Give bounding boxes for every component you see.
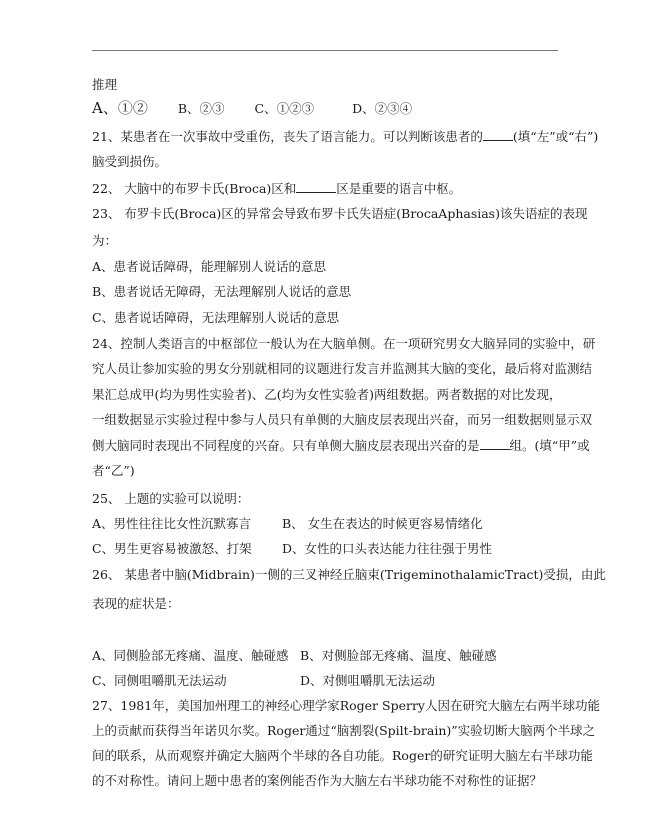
q24-line4: 一组数据显示实验过程中参与人员只有单侧的大脑皮层表现出兴奋，而另一组数据则显示双 — [92, 412, 593, 427]
q25-options-row1 — [92, 516, 562, 532]
q23-line2: 为： — [92, 233, 118, 248]
continued-text: 推理 — [92, 77, 118, 92]
q26-option-c: C、同侧咀嚼肌无法运动 — [92, 673, 227, 688]
q22-line — [92, 180, 461, 197]
q26-option-d: D、对侧咀嚼肌无法运动 — [300, 673, 436, 688]
q26-options-row1 — [92, 648, 562, 664]
q27-line2: 上的贡献而获得当年诺贝尔奖。Roger通过“脑割裂(Spilt-brain)”实验切断大脑两个半球之 — [92, 723, 596, 738]
q27-line4: 的不对称性。请问上题中患者的案例能否作为大脑左右半球功能不对称性的证据？ — [92, 773, 543, 788]
q22-blank[interactable] — [296, 180, 336, 193]
q24-line1: 24、控制人类语言的中枢部位一般认为在大脑单侧。在一项研究男女大脑异同的实验中，研 — [92, 336, 596, 351]
q21-line1 — [92, 128, 598, 145]
q23-option-b: B、患者说话无障碍，无法理解别人说话的意思 — [92, 284, 352, 299]
q21-hint: (填“左”或“右”) — [512, 129, 599, 144]
option-b: B、②③ — [177, 101, 225, 116]
q27-line3: 间的联系，从而观察并确定大脑两个半球的各自功能。Roger的研究证明大脑左右半球功能 — [92, 748, 593, 763]
q23-option-a: A、患者说话障碍，能理解别人说话的意思 — [92, 259, 327, 274]
q26-option-b: B、对侧脸部无疼痛、温度、触碰感 — [300, 648, 497, 663]
q22-text: 22、 大脑中的布罗卡氏(Broca)区和 — [92, 181, 297, 196]
q25-option-c: C、男生更容易被激怒、打架 — [92, 541, 252, 556]
q26-options-row2 — [92, 673, 562, 689]
q26-option-a: A、同侧脸部无疼痛、温度、触碰感 — [92, 648, 289, 663]
q24-hint: 组。(填“甲”或 — [509, 438, 590, 453]
q23-option-c: C、患者说话障碍，无法理解别人说话的意思 — [92, 310, 340, 325]
header-rule — [92, 50, 558, 51]
q24-line6: 者“乙”) — [92, 463, 135, 478]
q25-option-b: B、 女生在表达的时候更容易情绪化 — [282, 516, 483, 531]
q25-option-a: A、男性往往比女性沉默寡言 — [92, 516, 252, 531]
q21-text: 21、某患者在一次事故中受重伤，丧失了语言能力。可以判断该患者的 — [92, 129, 483, 144]
q25-option-d: D、女性的口头表达能力往往强于男性 — [282, 541, 493, 556]
option-d: D、②③④ — [352, 101, 413, 116]
q22-text-end: 区是重要的语言中枢。 — [336, 181, 462, 196]
q24-line2: 究人员让参加实验的男女分别就相同的议题进行发言并监测其大脑的变化，最后将对监测结 — [92, 361, 593, 376]
q21-line2: 脑受到损伤。 — [92, 154, 168, 169]
q26-line2: 表现的症状是： — [92, 596, 180, 611]
options-line — [92, 100, 412, 117]
q25-stem: 25、 上题的实验可以说明： — [92, 491, 250, 506]
q26-line1: 26、 某患者中脑(Midbrain)一侧的三叉神经丘脑束(TrigeminothalamicTract)受损，由此 — [92, 567, 606, 582]
q24-text: 侧大脑同时表现出不同程度的兴奋。只有单侧大脑皮层表现出兴奋的是 — [92, 438, 480, 453]
q24-blank[interactable] — [480, 437, 510, 450]
q27-line1: 27、1981年，美国加州理工的神经心理学家Roger Sperry人因在研究大脑左右两半球功能 — [92, 698, 600, 713]
option-a: A、①② — [92, 99, 148, 117]
option-c: C、①②③ — [254, 101, 315, 116]
q21-blank[interactable] — [483, 128, 513, 141]
q25-options-row2 — [92, 541, 562, 557]
q23-line1: 23、 布罗卡氏(Broca)区的异常会导致布罗卡氏失语症(BrocaAphasias)该失语症的表现 — [92, 206, 588, 221]
q24-line5 — [92, 437, 590, 454]
q24-line3: 果汇总成甲(均为男性实验者)、乙(均为女性实验者)两组数据。两者数据的对比发现， — [92, 387, 562, 402]
